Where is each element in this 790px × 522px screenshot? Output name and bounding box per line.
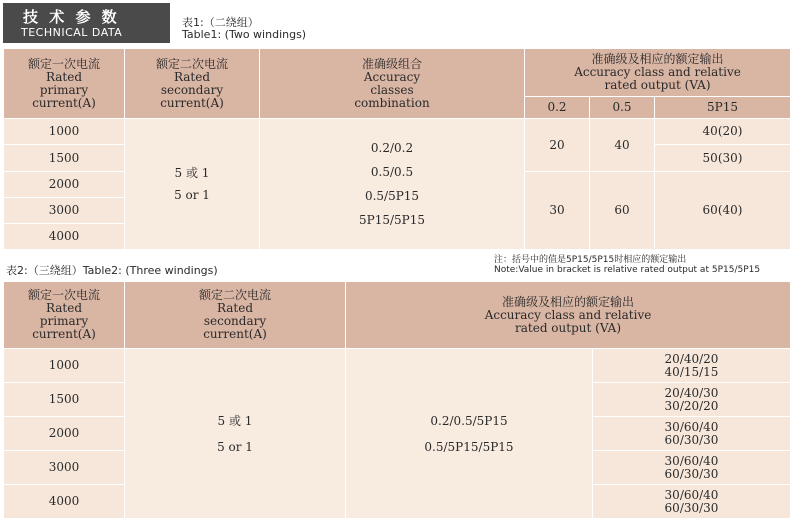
t1-primary-cell: 1500 [4,145,125,172]
table1-caption-en: Table1: (Two windings) [182,28,307,41]
t1-header-primary: 额定一次电流 Rated primary current(A) [4,49,125,119]
t2-output-cell: 20/40/20 40/15/15 [593,349,790,383]
table2-caption: 表2:（三绕组）Table2: (Three windings) [6,264,218,277]
t1-output-top-0.5: 40 [590,119,655,172]
t1-output-bottom-0.5: 60 [590,172,655,250]
t2-primary-cell: 4000 [4,485,125,519]
t1-secondary-cell: 5 或 1 5 or 1 [125,119,260,250]
t1-header-output: 准确级及相应的额定输出 Accuracy class and relative rated output (VA) [525,49,790,97]
t2-primary-cell: 2000 [4,417,125,451]
t2-output-cell: 20/40/30 30/20/20 [593,383,790,417]
t1-combination-cell: 0.2/0.2 0.5/0.5 0.5/5P15 5P15/5P15 [260,119,525,250]
table1-caption-zh: 表1:（二绕组） [182,16,259,29]
t1-output-bottom-0.2: 30 [525,172,590,250]
t2-primary-cell: 1500 [4,383,125,417]
t1-output-top-0.2: 20 [525,119,590,172]
t2-header-output: 准确级及相应的额定输出 Accuracy class and relative rated output (VA) [346,282,790,349]
t1-primary-cell: 1000 [4,119,125,145]
section-title-en: TECHNICAL DATA [21,26,123,39]
t1-subheader-0.2: 0.2 [525,97,590,119]
section-title-zh: 技 术 参 数 [23,8,120,26]
table1-note-en: Note:Value in bracket is relative rated output at 5P15/5P15 [494,265,761,275]
t2-primary-cell: 1000 [4,349,125,383]
t2-header-primary: 额定一次电流 Rated primary current(A) [4,282,125,349]
t2-header-secondary: 额定二次电流 Rated secondary current(A) [125,282,346,349]
t2-combination-cell: 0.2/0.5/5P15 0.5/5P15/5P15 [346,349,593,519]
section-banner [3,3,170,43]
t1-primary-cell: 2000 [4,172,125,198]
t1-output-bottom-5p15: 60(40) [655,172,790,250]
t2-output-cell: 30/60/40 60/30/30 [593,485,790,519]
t2-primary-cell: 3000 [4,451,125,485]
t1-header-combination: 准确级组合 Accuracy classes combination [260,49,525,119]
t1-output-top-5p15-a: 40(20) [655,119,790,145]
t1-primary-cell: 3000 [4,198,125,224]
t2-secondary-cell: 5 或 1 5 or 1 [125,349,346,519]
table2 [3,281,790,519]
t1-header-secondary: 额定二次电流 Rated secondary current(A) [125,49,260,119]
t1-output-top-5p15-b: 50(30) [655,145,790,172]
t1-subheader-0.5: 0.5 [590,97,655,119]
t2-output-cell: 30/60/40 60/30/30 [593,417,790,451]
t1-subheader-5p15: 5P15 [655,97,790,119]
t1-primary-cell: 4000 [4,224,125,250]
table1-note-zh: 注：括号中的值是5P15/5P15时相应的额定输出 [494,255,687,265]
table1 [3,48,790,250]
t2-output-cell: 30/60/40 60/30/30 [593,451,790,485]
